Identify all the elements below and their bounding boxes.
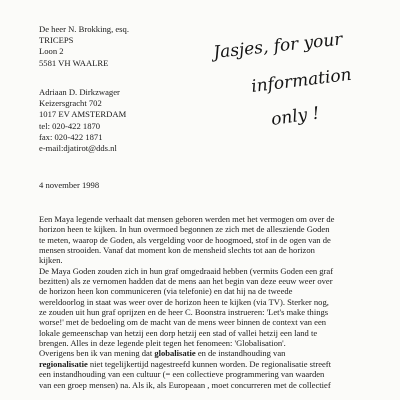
body-line — [39, 348, 285, 358]
sender-line: e-mail:djatirot@dds.nl — [39, 143, 117, 154]
body-text: niet tegelijkertijd nagestreefd kunnen worden. De regionalisatie streeft — [89, 358, 332, 369]
body-line: mensen strooiden. Vanaf dat moment kon de mensheid slechts tot aan de horizon — [39, 245, 315, 256]
paragraph — [39, 348, 389, 389]
body-line: kijken. — [39, 255, 63, 266]
recipient-line: TRICEPS — [39, 35, 74, 46]
letter-date: 4 november 1998 — [39, 180, 100, 190]
handwritten-note — [212, 30, 392, 135]
recipient-line: Loon 2 — [39, 46, 64, 57]
keyword-regionalisatie: regionalisatie — [39, 358, 88, 369]
recipient-line: De heer N. Brokking, esq. — [39, 24, 129, 34]
handwritten-line: information — [250, 64, 353, 97]
paragraph — [39, 266, 389, 349]
body-line: Een Maya legende verhaalt dat mensen geboren werden met het vermogen om over de — [39, 214, 335, 224]
body-text: en de instandhouding van — [197, 348, 286, 359]
body-line: wereldoorlog in staat was weer over de horizon heen te kijken (via TV). Sterker nog, — [39, 296, 329, 307]
sender-address — [39, 87, 126, 154]
body-text: Overigens ben ik van mening dat — [39, 348, 153, 359]
body-line: bezitten) als ze vernomen hadden dat de mens aan het begin van deze eeuw weer over — [39, 276, 333, 287]
sender-line: Keizersgracht 702 — [39, 98, 102, 109]
handwritten-line: Jasjes, for your — [212, 30, 344, 63]
sender-line: fax: 020-422 1871 — [39, 131, 103, 142]
body-line: de horizon heen kon communiceren (via telefonie) en dat hij na de tweede — [39, 286, 293, 297]
body-line: ze zouden uit hun graf oprijzen en de heer C. Boonstra instrueren: 'Let's make things — [39, 307, 329, 318]
sender-line: Adriaan D. Dirkzwager — [39, 87, 120, 97]
keyword-globalisatie: globalisatie — [154, 348, 196, 359]
body-line — [39, 359, 331, 369]
recipient-address — [39, 24, 129, 69]
body-line: horizon heen te kijken. In hun overmoed begonnen ze zich met de allesziende Goden — [39, 224, 330, 235]
handwritten-line: only ! — [269, 103, 321, 130]
body-line: De Maya Goden zouden zich in hun graf omgedraaid hebben (vermits Goden een graf — [39, 265, 334, 276]
body-line: lokale gemeenschap van hetzij een dorp hetzij een stad of vallei hetzij een land te — [39, 327, 318, 338]
body-line: te meten, waarop de Goden, als vergelding voor de hoogmoed, stof in de ogen van de — [39, 234, 331, 245]
body-line: van een groep mensen) na. Als ik, als Europeaan , moet concurreren met de collectief — [39, 379, 331, 390]
sender-line: tel: 020-422 1870 — [39, 120, 101, 131]
sender-line: 1017 EV AMSTERDAM — [39, 109, 127, 120]
recipient-line: 5581 VH WAALRE — [39, 57, 109, 68]
letter-body — [39, 214, 389, 390]
body-line: een instandhouding van een cultuur (= een collectieve programmering van waarden — [39, 369, 325, 380]
body-line: worse!' met de bedoeling om de macht van de mens weer binnen de context van een — [39, 317, 327, 328]
paragraph — [39, 214, 389, 266]
handwritten-note-svg — [212, 30, 392, 135]
body-line: brengen. Alles in deze legende pleit tegen het fenomeen: 'Globalisation'. — [39, 338, 286, 349]
